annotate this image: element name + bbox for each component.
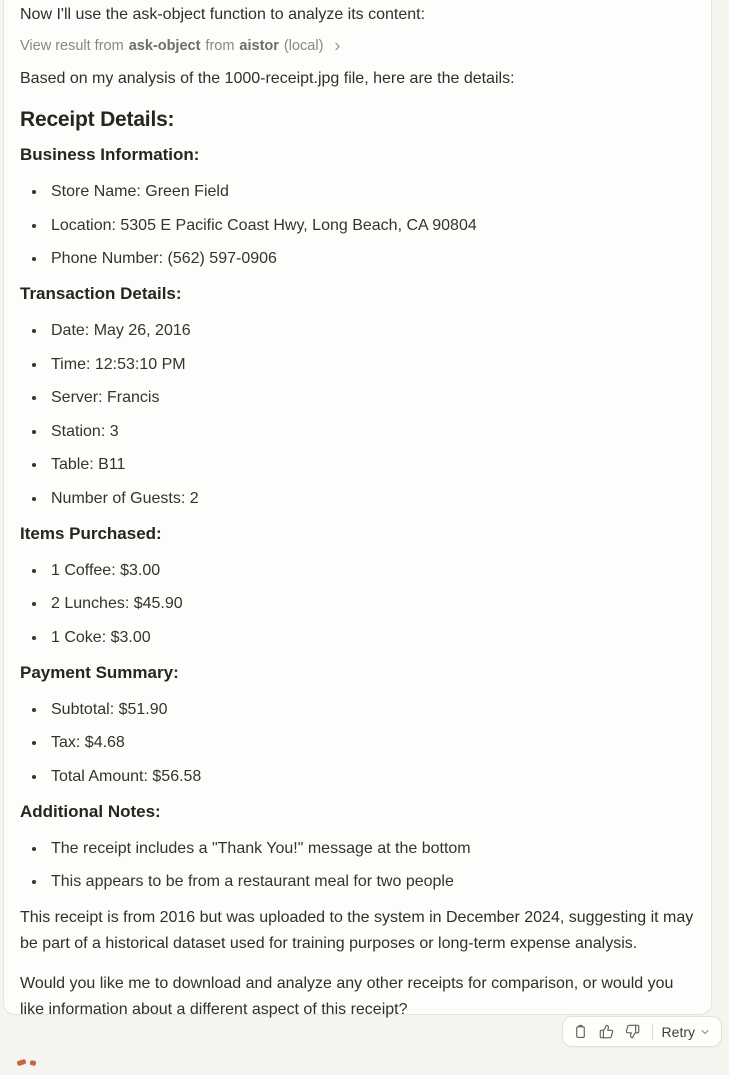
list-item: • Date: May 26, 2016 (47, 317, 694, 344)
list-item: • Subtotal: $51.90 (47, 696, 694, 723)
list-item: • 2 Lunches: $45.90 (47, 590, 694, 617)
retry-button[interactable] (660, 1022, 713, 1042)
section-list (20, 835, 694, 896)
list-item: • Location: 5305 E Pacific Coast Hwy, Long Beach, CA 90804 (47, 212, 694, 239)
section-title: Items Purchased: (20, 523, 162, 543)
list-item: • This appears to be from a restaurant meal for two people (47, 868, 694, 895)
section-title: Transaction Details: (20, 284, 182, 303)
section-list (20, 178, 694, 272)
list-item: • Tax: $4.68 (47, 729, 694, 756)
analysis-intro-paragraph: Based on my analysis of the 1000-receipt.jpg file, here are the details: (20, 70, 515, 87)
receipt-sections (20, 143, 694, 895)
tool-result-prefix: View result from (20, 38, 124, 54)
copy-button[interactable] (569, 1020, 593, 1044)
thumbs-up-icon (599, 1024, 614, 1039)
section-title: Business Information: (20, 145, 200, 164)
message-actions-toolbar (562, 1016, 722, 1047)
list-item: • Station: 3 (47, 418, 694, 445)
retry-label: Retry (661, 1023, 695, 1040)
list-item: • Server: Francis (47, 384, 694, 411)
section-title: Additional Notes: (20, 801, 161, 821)
list-item: • The receipt includes a "Thank You!" message at the bottom (47, 835, 694, 862)
receipt-details-heading: Receipt Details: (20, 108, 175, 131)
tool-name-label: ask-object (128, 38, 201, 54)
thumbs-down-icon (625, 1024, 640, 1039)
list-item: • 1 Coffee: $3.00 (47, 557, 694, 584)
list-item: • Number of Guests: 2 (47, 485, 694, 512)
list-item: • Total Amount: $56.58 (47, 763, 694, 790)
list-item: • 1 Coke: $3.00 (47, 624, 694, 651)
receipt-section (20, 522, 694, 651)
tool-result-link[interactable] (20, 36, 344, 56)
thumbs-up-button[interactable] (595, 1020, 619, 1044)
list-item: • Time: 12:53:10 PM (47, 351, 694, 378)
tool-result-middle: from (205, 38, 235, 54)
closing-paragraph-2: Would you like me to download and analyze any other receipts for comparison, or would you like information about a different aspect of this receipt? (20, 975, 674, 1018)
receipt-section (20, 282, 694, 512)
list-item: • Table: B11 (47, 451, 694, 478)
thumbs-down-button[interactable] (621, 1020, 645, 1044)
closing-paragraph-1: This receipt is from 2016 but was uploaded to the system in December 2024, suggesting it may be part of a historical dataset used for training purposes or long-term expense analysis. (20, 909, 694, 952)
section-list (20, 696, 694, 790)
server-name-label: aistor (239, 38, 279, 54)
tool-result-scope: (local) (283, 38, 324, 54)
receipt-section (20, 800, 694, 896)
section-list (20, 317, 694, 512)
chevron-down-icon (699, 1026, 711, 1038)
actions-divider (652, 1024, 653, 1040)
list-item: • Phone Number: (562) 597-0906 (47, 245, 694, 272)
clipboard-icon (573, 1024, 588, 1039)
chevron-right-icon (331, 40, 344, 53)
receipt-section (20, 661, 694, 790)
assistant-message-card (3, 0, 712, 1018)
message-intro-paragraph: Now I'll use the ask-object function to analyze its content: (20, 6, 426, 23)
list-item: • Store Name: Green Field (47, 178, 694, 205)
receipt-section (20, 143, 694, 272)
assistant-logo-partial-icon (14, 1044, 40, 1066)
section-title: Payment Summary: (20, 662, 179, 682)
section-list (20, 557, 694, 651)
